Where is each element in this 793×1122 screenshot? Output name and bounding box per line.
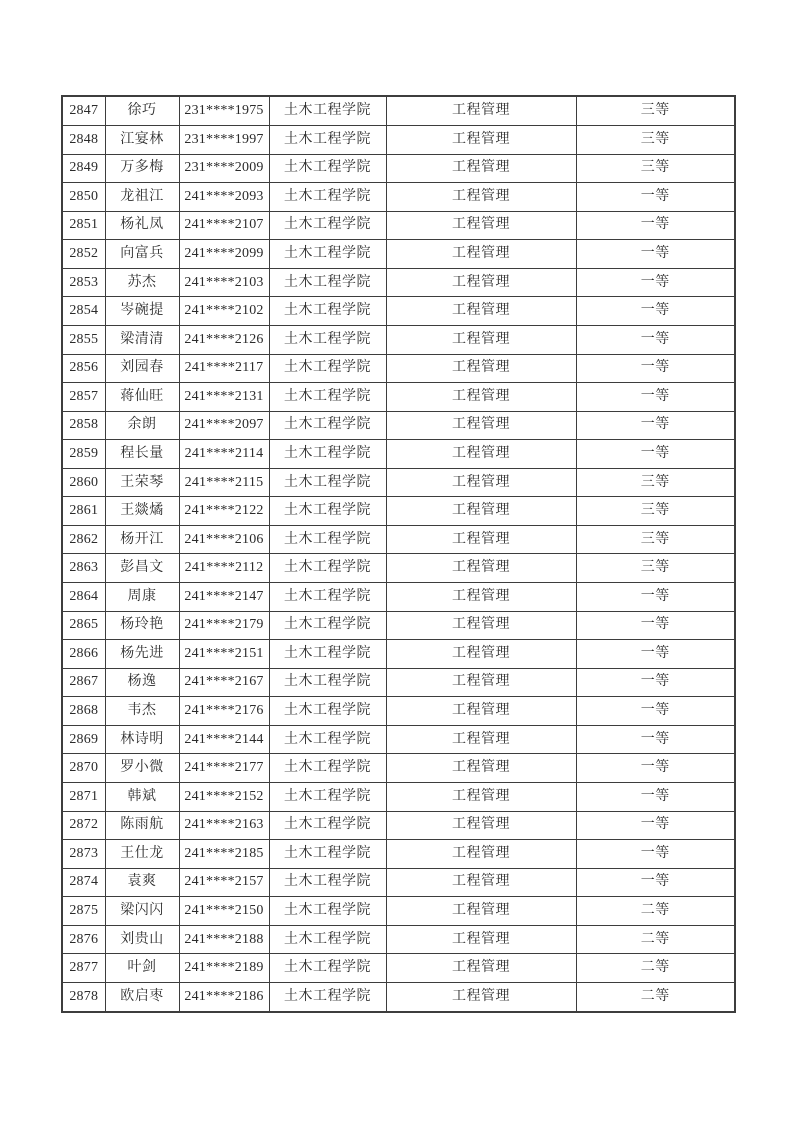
table-row bbox=[62, 325, 735, 354]
cell-name: 王仕龙 bbox=[105, 840, 179, 869]
cell-serial: 2874 bbox=[62, 868, 105, 897]
cell-major: 工程管理 bbox=[386, 583, 576, 612]
cell-name: 程长量 bbox=[105, 440, 179, 469]
cell-student-id: 241****2163 bbox=[179, 811, 269, 840]
cell-major: 工程管理 bbox=[386, 154, 576, 183]
cell-level: 一等 bbox=[576, 211, 735, 240]
cell-major: 工程管理 bbox=[386, 925, 576, 954]
cell-name: 林诗明 bbox=[105, 725, 179, 754]
cell-student-id: 231****1975 bbox=[179, 96, 269, 126]
cell-college: 土木工程学院 bbox=[269, 525, 386, 554]
cell-major: 工程管理 bbox=[386, 183, 576, 212]
cell-serial: 2861 bbox=[62, 497, 105, 526]
table-row bbox=[62, 982, 735, 1012]
cell-level: 一等 bbox=[576, 183, 735, 212]
table-row bbox=[62, 697, 735, 726]
cell-name: 蒋仙旺 bbox=[105, 383, 179, 412]
cell-major: 工程管理 bbox=[386, 411, 576, 440]
cell-college: 土木工程学院 bbox=[269, 383, 386, 412]
table-row bbox=[62, 183, 735, 212]
cell-major: 工程管理 bbox=[386, 954, 576, 983]
cell-college: 土木工程学院 bbox=[269, 583, 386, 612]
cell-student-id: 241****2147 bbox=[179, 583, 269, 612]
cell-serial: 2851 bbox=[62, 211, 105, 240]
cell-college: 土木工程学院 bbox=[269, 611, 386, 640]
table-row bbox=[62, 354, 735, 383]
cell-level: 三等 bbox=[576, 96, 735, 126]
cell-college: 土木工程学院 bbox=[269, 868, 386, 897]
cell-name: 杨逸 bbox=[105, 668, 179, 697]
cell-level: 二等 bbox=[576, 897, 735, 926]
table-row bbox=[62, 525, 735, 554]
table-row bbox=[62, 554, 735, 583]
cell-student-id: 241****2126 bbox=[179, 325, 269, 354]
table-row bbox=[62, 154, 735, 183]
cell-college: 土木工程学院 bbox=[269, 411, 386, 440]
cell-name: 杨先进 bbox=[105, 640, 179, 669]
cell-serial: 2878 bbox=[62, 982, 105, 1012]
cell-name: 刘园春 bbox=[105, 354, 179, 383]
cell-college: 土木工程学院 bbox=[269, 697, 386, 726]
cell-student-id: 241****2114 bbox=[179, 440, 269, 469]
cell-college: 土木工程学院 bbox=[269, 640, 386, 669]
cell-student-id: 241****2188 bbox=[179, 925, 269, 954]
cell-student-id: 241****2167 bbox=[179, 668, 269, 697]
cell-level: 一等 bbox=[576, 354, 735, 383]
cell-level: 一等 bbox=[576, 268, 735, 297]
cell-major: 工程管理 bbox=[386, 297, 576, 326]
cell-student-id: 231****1997 bbox=[179, 126, 269, 155]
cell-serial: 2847 bbox=[62, 96, 105, 126]
cell-student-id: 241****2157 bbox=[179, 868, 269, 897]
cell-level: 一等 bbox=[576, 240, 735, 269]
cell-serial: 2876 bbox=[62, 925, 105, 954]
cell-college: 土木工程学院 bbox=[269, 897, 386, 926]
table-row bbox=[62, 925, 735, 954]
cell-level: 一等 bbox=[576, 754, 735, 783]
cell-college: 土木工程学院 bbox=[269, 668, 386, 697]
cell-level: 三等 bbox=[576, 154, 735, 183]
cell-college: 土木工程学院 bbox=[269, 554, 386, 583]
cell-name: 徐巧 bbox=[105, 96, 179, 126]
table-row bbox=[62, 240, 735, 269]
cell-major: 工程管理 bbox=[386, 497, 576, 526]
cell-student-id: 241****2122 bbox=[179, 497, 269, 526]
cell-major: 工程管理 bbox=[386, 982, 576, 1012]
cell-serial: 2864 bbox=[62, 583, 105, 612]
cell-level: 二等 bbox=[576, 925, 735, 954]
cell-major: 工程管理 bbox=[386, 468, 576, 497]
cell-level: 一等 bbox=[576, 725, 735, 754]
cell-level: 一等 bbox=[576, 583, 735, 612]
cell-serial: 2855 bbox=[62, 325, 105, 354]
cell-name: 韦杰 bbox=[105, 697, 179, 726]
table-row bbox=[62, 725, 735, 754]
table-row bbox=[62, 383, 735, 412]
cell-major: 工程管理 bbox=[386, 697, 576, 726]
table-row bbox=[62, 640, 735, 669]
cell-major: 工程管理 bbox=[386, 868, 576, 897]
cell-serial: 2854 bbox=[62, 297, 105, 326]
cell-student-id: 231****2009 bbox=[179, 154, 269, 183]
cell-major: 工程管理 bbox=[386, 754, 576, 783]
table-row bbox=[62, 611, 735, 640]
cell-student-id: 241****2102 bbox=[179, 297, 269, 326]
cell-serial: 2853 bbox=[62, 268, 105, 297]
cell-level: 一等 bbox=[576, 640, 735, 669]
cell-level: 二等 bbox=[576, 954, 735, 983]
cell-college: 土木工程学院 bbox=[269, 183, 386, 212]
cell-name: 杨玲艳 bbox=[105, 611, 179, 640]
cell-major: 工程管理 bbox=[386, 325, 576, 354]
cell-college: 土木工程学院 bbox=[269, 497, 386, 526]
cell-serial: 2877 bbox=[62, 954, 105, 983]
cell-student-id: 241****2189 bbox=[179, 954, 269, 983]
cell-student-id: 241****2151 bbox=[179, 640, 269, 669]
cell-name: 江宴林 bbox=[105, 126, 179, 155]
cell-serial: 2862 bbox=[62, 525, 105, 554]
table-row bbox=[62, 468, 735, 497]
cell-major: 工程管理 bbox=[386, 611, 576, 640]
cell-name: 杨开江 bbox=[105, 525, 179, 554]
cell-name: 苏杰 bbox=[105, 268, 179, 297]
cell-serial: 2875 bbox=[62, 897, 105, 926]
cell-student-id: 241****2150 bbox=[179, 897, 269, 926]
cell-college: 土木工程学院 bbox=[269, 925, 386, 954]
cell-name: 罗小微 bbox=[105, 754, 179, 783]
cell-name: 万多梅 bbox=[105, 154, 179, 183]
cell-major: 工程管理 bbox=[386, 96, 576, 126]
table-row bbox=[62, 497, 735, 526]
cell-college: 土木工程学院 bbox=[269, 440, 386, 469]
cell-level: 一等 bbox=[576, 697, 735, 726]
cell-name: 梁清清 bbox=[105, 325, 179, 354]
table-row bbox=[62, 411, 735, 440]
cell-major: 工程管理 bbox=[386, 782, 576, 811]
cell-serial: 2872 bbox=[62, 811, 105, 840]
cell-level: 一等 bbox=[576, 668, 735, 697]
cell-college: 土木工程学院 bbox=[269, 982, 386, 1012]
cell-serial: 2856 bbox=[62, 354, 105, 383]
cell-student-id: 241****2106 bbox=[179, 525, 269, 554]
cell-level: 一等 bbox=[576, 811, 735, 840]
cell-student-id: 241****2117 bbox=[179, 354, 269, 383]
cell-serial: 2859 bbox=[62, 440, 105, 469]
cell-college: 土木工程学院 bbox=[269, 811, 386, 840]
cell-college: 土木工程学院 bbox=[269, 211, 386, 240]
cell-name: 杨礼凤 bbox=[105, 211, 179, 240]
cell-major: 工程管理 bbox=[386, 211, 576, 240]
cell-major: 工程管理 bbox=[386, 725, 576, 754]
cell-serial: 2869 bbox=[62, 725, 105, 754]
table-row bbox=[62, 954, 735, 983]
cell-name: 刘贵山 bbox=[105, 925, 179, 954]
cell-major: 工程管理 bbox=[386, 240, 576, 269]
cell-serial: 2860 bbox=[62, 468, 105, 497]
cell-major: 工程管理 bbox=[386, 268, 576, 297]
cell-level: 一等 bbox=[576, 383, 735, 412]
cell-student-id: 241****2115 bbox=[179, 468, 269, 497]
cell-student-id: 241****2131 bbox=[179, 383, 269, 412]
cell-name: 欧启枣 bbox=[105, 982, 179, 1012]
cell-level: 二等 bbox=[576, 982, 735, 1012]
cell-major: 工程管理 bbox=[386, 640, 576, 669]
table-row bbox=[62, 668, 735, 697]
cell-serial: 2857 bbox=[62, 383, 105, 412]
cell-college: 土木工程学院 bbox=[269, 325, 386, 354]
cell-level: 一等 bbox=[576, 297, 735, 326]
table-row bbox=[62, 897, 735, 926]
cell-major: 工程管理 bbox=[386, 354, 576, 383]
table-row bbox=[62, 840, 735, 869]
cell-name: 袁爽 bbox=[105, 868, 179, 897]
cell-serial: 2868 bbox=[62, 697, 105, 726]
award-table bbox=[61, 95, 736, 1013]
cell-level: 一等 bbox=[576, 411, 735, 440]
table-row bbox=[62, 96, 735, 126]
cell-major: 工程管理 bbox=[386, 383, 576, 412]
cell-serial: 2873 bbox=[62, 840, 105, 869]
cell-serial: 2866 bbox=[62, 640, 105, 669]
table-row bbox=[62, 297, 735, 326]
cell-college: 土木工程学院 bbox=[269, 725, 386, 754]
cell-serial: 2870 bbox=[62, 754, 105, 783]
cell-student-id: 241****2176 bbox=[179, 697, 269, 726]
table-row bbox=[62, 440, 735, 469]
cell-serial: 2867 bbox=[62, 668, 105, 697]
cell-major: 工程管理 bbox=[386, 668, 576, 697]
cell-level: 一等 bbox=[576, 840, 735, 869]
table-row bbox=[62, 811, 735, 840]
table-row bbox=[62, 268, 735, 297]
cell-serial: 2863 bbox=[62, 554, 105, 583]
cell-college: 土木工程学院 bbox=[269, 782, 386, 811]
cell-level: 三等 bbox=[576, 468, 735, 497]
cell-college: 土木工程学院 bbox=[269, 754, 386, 783]
table-row bbox=[62, 583, 735, 612]
cell-level: 三等 bbox=[576, 497, 735, 526]
cell-college: 土木工程学院 bbox=[269, 840, 386, 869]
cell-serial: 2850 bbox=[62, 183, 105, 212]
cell-major: 工程管理 bbox=[386, 126, 576, 155]
table-row bbox=[62, 211, 735, 240]
cell-student-id: 241****2099 bbox=[179, 240, 269, 269]
cell-name: 周康 bbox=[105, 583, 179, 612]
cell-name: 韩斌 bbox=[105, 782, 179, 811]
table-row bbox=[62, 754, 735, 783]
cell-student-id: 241****2179 bbox=[179, 611, 269, 640]
cell-serial: 2848 bbox=[62, 126, 105, 155]
cell-name: 余朗 bbox=[105, 411, 179, 440]
cell-student-id: 241****2186 bbox=[179, 982, 269, 1012]
cell-serial: 2858 bbox=[62, 411, 105, 440]
cell-student-id: 241****2112 bbox=[179, 554, 269, 583]
cell-level: 三等 bbox=[576, 554, 735, 583]
cell-major: 工程管理 bbox=[386, 897, 576, 926]
cell-college: 土木工程学院 bbox=[269, 354, 386, 383]
cell-major: 工程管理 bbox=[386, 811, 576, 840]
cell-student-id: 241****2103 bbox=[179, 268, 269, 297]
cell-name: 叶剑 bbox=[105, 954, 179, 983]
cell-college: 土木工程学院 bbox=[269, 126, 386, 155]
cell-college: 土木工程学院 bbox=[269, 268, 386, 297]
cell-student-id: 241****2177 bbox=[179, 754, 269, 783]
cell-name: 岑碗提 bbox=[105, 297, 179, 326]
cell-student-id: 241****2152 bbox=[179, 782, 269, 811]
cell-name: 梁闪闪 bbox=[105, 897, 179, 926]
cell-major: 工程管理 bbox=[386, 440, 576, 469]
table-row bbox=[62, 126, 735, 155]
cell-level: 一等 bbox=[576, 440, 735, 469]
cell-major: 工程管理 bbox=[386, 554, 576, 583]
cell-student-id: 241****2107 bbox=[179, 211, 269, 240]
cell-college: 土木工程学院 bbox=[269, 96, 386, 126]
cell-name: 王荣琴 bbox=[105, 468, 179, 497]
cell-serial: 2849 bbox=[62, 154, 105, 183]
table-row bbox=[62, 868, 735, 897]
cell-student-id: 241****2093 bbox=[179, 183, 269, 212]
cell-name: 向富兵 bbox=[105, 240, 179, 269]
cell-college: 土木工程学院 bbox=[269, 954, 386, 983]
cell-student-id: 241****2144 bbox=[179, 725, 269, 754]
cell-name: 龙祖江 bbox=[105, 183, 179, 212]
cell-serial: 2852 bbox=[62, 240, 105, 269]
cell-college: 土木工程学院 bbox=[269, 468, 386, 497]
cell-level: 三等 bbox=[576, 525, 735, 554]
cell-major: 工程管理 bbox=[386, 840, 576, 869]
cell-college: 土木工程学院 bbox=[269, 240, 386, 269]
cell-college: 土木工程学院 bbox=[269, 297, 386, 326]
table-row bbox=[62, 782, 735, 811]
cell-student-id: 241****2185 bbox=[179, 840, 269, 869]
cell-name: 王燚燏 bbox=[105, 497, 179, 526]
cell-level: 一等 bbox=[576, 325, 735, 354]
cell-name: 陈雨航 bbox=[105, 811, 179, 840]
cell-student-id: 241****2097 bbox=[179, 411, 269, 440]
cell-level: 一等 bbox=[576, 611, 735, 640]
cell-level: 三等 bbox=[576, 126, 735, 155]
cell-serial: 2871 bbox=[62, 782, 105, 811]
cell-level: 一等 bbox=[576, 868, 735, 897]
award-table-body bbox=[62, 96, 735, 1012]
cell-name: 彭昌文 bbox=[105, 554, 179, 583]
cell-college: 土木工程学院 bbox=[269, 154, 386, 183]
cell-major: 工程管理 bbox=[386, 525, 576, 554]
cell-level: 一等 bbox=[576, 782, 735, 811]
cell-serial: 2865 bbox=[62, 611, 105, 640]
